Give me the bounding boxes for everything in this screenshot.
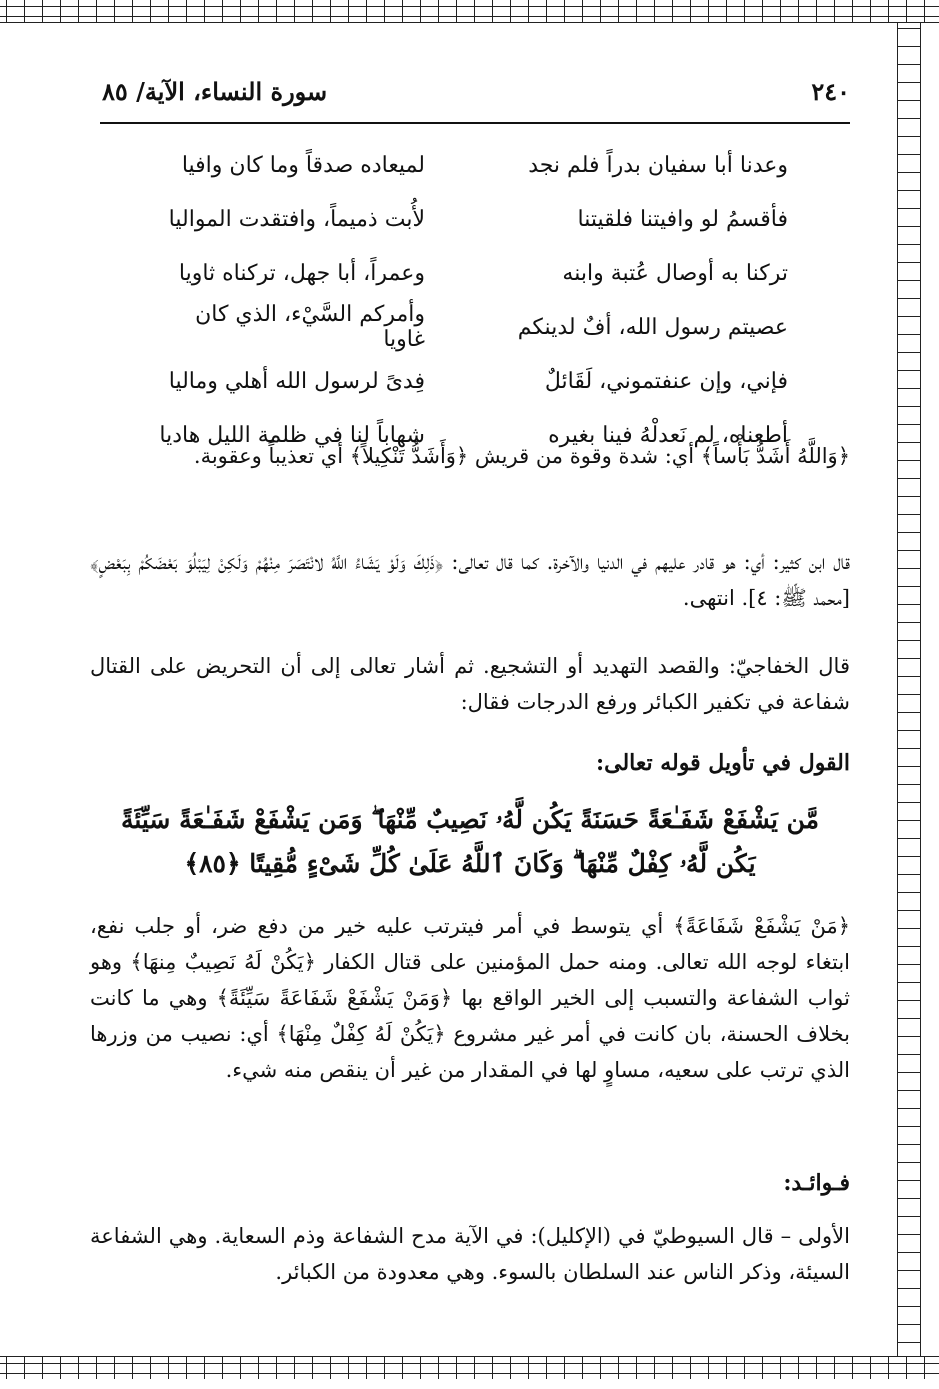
poem-hemistich-second: فِدىً لرسول الله أهلي وماليا [168, 368, 425, 394]
quran-verse: مَّن يَشْفَعْ شَفَـٰعَةً حَسَنَةً يَكُن لَّهُۥ نَصِيبٌ مِّنْهَا ۖ وَمَن يَشْفَعْ شَفَـٰعَةً سَيِّئَةً يَكُن لَّهُۥ كِفْلٌ مِّنْهَا ۗ وَكَانَ ٱللَّهُ عَلَىٰ كُلِّ شَىْءٍ مُّقِيتًا ﴿٨٥﴾ [120, 805, 820, 878]
page-border-right [897, 22, 921, 1356]
poem-hemistich-second: لأُبت ذميماً، وافتقدت المواليا [168, 206, 425, 232]
page-border-top [0, 0, 939, 23]
poem-verse [150, 354, 788, 408]
paragraph-khafaji: قال الخفاجيّ: والقصد التهديد أو التشجيع. ثم أشار تعالى إلى أن التحريض على القتال شفاعة في تكفير الكبائر ورفع الدرجات فقال: [90, 654, 850, 714]
running-title: سورة النساء، الآية/ ٨٥ [102, 76, 328, 106]
paragraph-tafsir: ﴿مَنْ يَشْفَعْ شَفَاعَةً﴾ أي يتوسط في أمر فيترتب عليه خير من دفع ضر، أو جلب نفع، ابتغاء لوجه الله تعالى. ومنه حمل المؤمنين على قتال الكفار ﴿يَكُنْ لَهُ نَصِيبٌ مِنهَا﴾ وهو ثواب الشفاعة والتسبب إلى الخير الواقع بها ﴿وَمَنْ يَشْفَعْ شَفَاعَةً سَيِّئَةً﴾ وهي ما كانت بخلاف الحسنة، بان كانت في أمر غير مشروع ﴿يَكُنْ لَهُ كِفْلٌ مِنْهَا﴾ أي: نصيب من وزرها الذي ترتب على سعيه، مساوٍ لها في المقدار من غير أن ينقص منه شيء. [90, 914, 850, 1082]
book-page [90, 40, 850, 1340]
section-heading-fawaid: فـوائـد: [783, 1170, 850, 1196]
poem-verse [150, 246, 788, 300]
poem-hemistich-first: فإني، وإن عنفتموني، لَقَائلٌ [544, 368, 788, 394]
poem-verse [150, 138, 788, 192]
page-number: ٢٤٠ [811, 76, 850, 106]
page-border-bottom [0, 1356, 939, 1379]
header-rule [100, 122, 850, 124]
poem-hemistich-second: وأمركم السَّيْء، الذي كان غاويا [195, 302, 425, 352]
poem-hemistich-first: فأقسمُ لو وافيتنا فلقيتنا [577, 206, 788, 232]
paragraph-fawaid-first: الأولى – قال السيوطيّ في (الإكليل): في الآية مدح الشفاعة وذم السعاية. وهي الشفاعة السيئة، وذكر الناس عند السلطان بالسوء. وهي معدودة من الكبائر. [90, 1224, 850, 1284]
poem-hemistich-second: لميعاده صدقاً وما كان وافيا [181, 152, 425, 178]
poem-verse [150, 300, 788, 354]
poem-hemistich-first: أطعناه، لم نَعدلْهُ فينا بغيره [548, 422, 788, 448]
section-heading-tawil: القول في تأويل قوله تعالى: [596, 750, 850, 776]
poem-hemistich-second: شهاباً لنا في ظلمة الليل هاديا [159, 422, 425, 448]
page-header [102, 74, 850, 108]
poem-hemistich-second: وعمراً، أبا جهل، تركناه ثاويا [178, 260, 425, 286]
poem-verse [150, 192, 788, 246]
poem-hemistich-first: وعدنا أبا سفيان بدراً فلم نجد [528, 152, 788, 178]
poem-hemistich-first: عصيتم رسول الله، أفٌ لدينكم [517, 314, 788, 340]
paragraph-commentary-1: ﴿وَاللَّهُ أَشَدُّ بَأْساً﴾ أي: شدة وقوة من قريش ﴿وَأَشَدُّ تَنْكِيلاً﴾ أي تعذيباً وعقوبة. [193, 444, 850, 468]
paragraph-ibn-kathir: قال ابن كثير: أي: هو قادر عليهم في الدنيا والآخرة. كما قال تعالى: ﴿ذَلِكَ وَلَوْ يَشَاءُ اللَّهُ لانْتَصَرَ مِنْهُمْ وَلَكِنْ لِيَبْلُوَ بَعْضَكُمْ بِبَعْضٍ﴾ [محمد ﷺ: ٤]. انتهى. [90, 550, 850, 610]
poem-hemistich-first: تركنا به أوصال عُتبة وابنه [562, 260, 788, 286]
poem [150, 138, 788, 462]
